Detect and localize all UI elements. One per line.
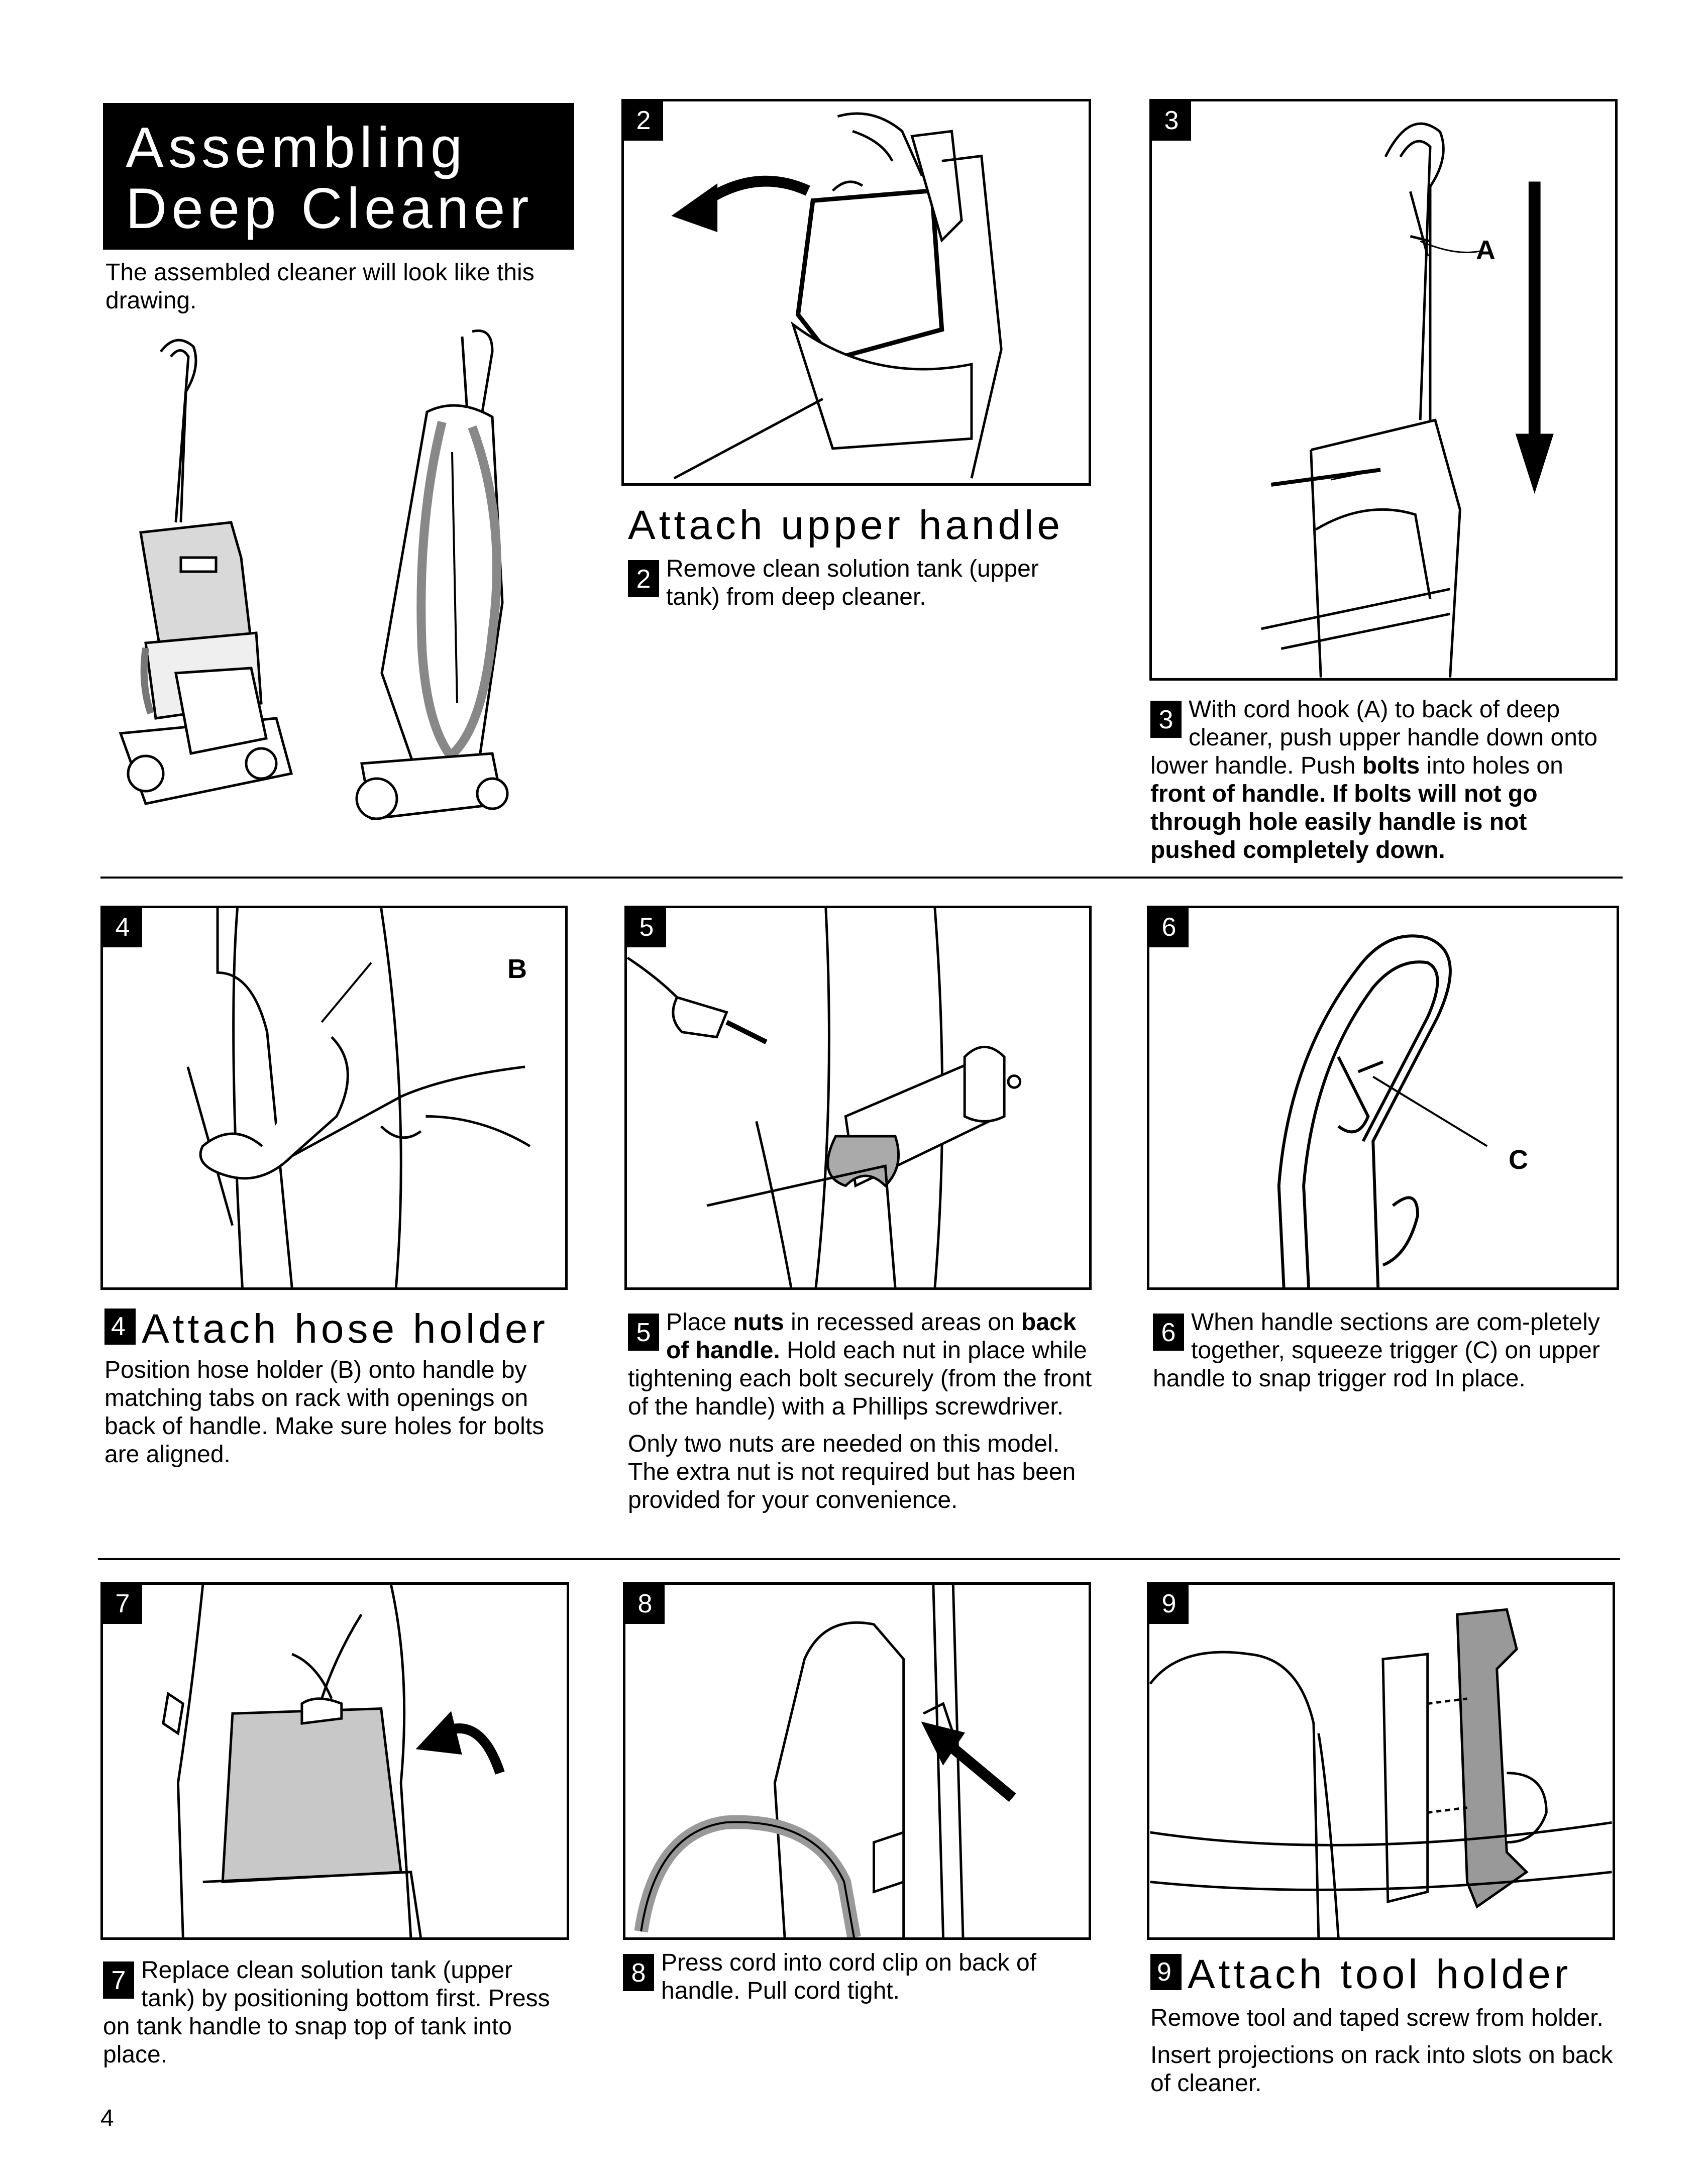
step-9-text-block	[1150, 2004, 1615, 2107]
step-7-number: 7	[103, 1585, 142, 1624]
step-3-number: 3	[1152, 101, 1191, 141]
label-c: C	[1509, 1145, 1528, 1175]
step-3-bold-a: bolts	[1362, 752, 1420, 779]
step-4-title-text: Attach hose holder	[142, 1306, 549, 1352]
step-2-number: 2	[624, 101, 663, 141]
step-9-number: 9	[1149, 1585, 1189, 1624]
step-9-text-b: Insert projections on rack into slots on back of cleaner.	[1150, 2042, 1613, 2097]
step-5-paragraph-2: Only two nuts are needed on this model. The extra nut is not required but has been provided for your convenience.	[628, 1431, 1076, 1513]
step-5-badge: 5	[628, 1314, 659, 1351]
step-5-number: 5	[627, 908, 666, 947]
step-4-text: Position hose holder (B) onto handle by matching tabs on rack with openings on back of handle. Make sure holes for bolts are aligned.	[104, 1357, 545, 1468]
step-3-text-b: into holes on	[1420, 752, 1563, 779]
step-6-text: When handle sections are com-pletely together, squeeze trigger (C) on upper handle to snap trigger rod In place.	[1153, 1309, 1600, 1392]
step-5-text-c: Hold each nut in place while tightening each bolt securely (from the front of the handle) with a Phillips screwdriver.	[628, 1337, 1092, 1420]
cleaner-back-view	[357, 331, 507, 819]
step-6-number: 6	[1149, 908, 1189, 947]
step-5-bold-a: nuts	[733, 1309, 784, 1336]
step-6-text-block	[1153, 1309, 1620, 1393]
step-3-badge: 3	[1150, 701, 1182, 738]
assembled-cleaner-illustration	[100, 321, 553, 869]
step-3-text-a: With cord hook (A) to back of deep cleaner, push upper handle down onto lower handle. Push	[1150, 696, 1597, 779]
page-number: 4	[100, 2105, 114, 2132]
label-b: B	[507, 954, 527, 984]
step-3-bold-b: front of handle. If bolts will not go through hole easily handle is not pushed completely down.	[1150, 781, 1538, 863]
step-9-title-text: Attach tool holder	[1188, 1951, 1572, 1997]
title-line-1: Assembling	[126, 116, 467, 180]
divider-2	[98, 1558, 1620, 1560]
step-9-illustration	[1147, 1582, 1615, 1940]
intro-text: The assembled cleaner will look like this drawing.	[105, 259, 535, 314]
step-9-badge: 9	[1150, 1954, 1182, 1990]
step-8-badge: 8	[623, 1954, 654, 1991]
step-7-text-block	[103, 1956, 568, 2069]
step-3-text-block	[1150, 696, 1618, 864]
step-7-badge: 7	[103, 1961, 134, 1999]
step-4-illustration	[100, 906, 568, 1290]
step-4-title	[104, 1306, 549, 1352]
step-4-badge: 4	[104, 1309, 136, 1345]
step-5-paragraph-1	[628, 1309, 1095, 1421]
step-2-illustration	[621, 99, 1091, 486]
step-3-illustration	[1149, 99, 1618, 681]
step-8-illustration	[623, 1582, 1091, 1940]
step-5-illustration	[624, 906, 1092, 1290]
step-2-badge: 2	[628, 560, 659, 597]
divider-1	[100, 877, 1623, 879]
step-5-text-block	[628, 1309, 1095, 1523]
step-7-text: Replace clean solution tank (upper tank) by positioning bottom first. Press on tank handle to snap top of tank into place.	[103, 1957, 550, 2068]
step-5-bold-b: back of handle.	[666, 1309, 1077, 1364]
step-7-illustration	[100, 1582, 569, 1940]
step-2-text: Remove clean solution tank (upper tank) from deep cleaner.	[666, 556, 1039, 610]
step-8-text: Press cord into cord clip on back of handle. Pull cord tight.	[661, 1949, 1037, 2004]
step-6-badge: 6	[1153, 1314, 1184, 1351]
step-5-text-a: Place	[666, 1309, 733, 1336]
step-2-text-block	[628, 555, 1090, 611]
step-6-illustration	[1147, 906, 1619, 1290]
step-8-number: 8	[625, 1585, 665, 1624]
label-a: A	[1476, 235, 1496, 265]
step-5-text-b: in recessed areas on	[784, 1309, 1021, 1336]
step-2-title: Attach upper handle	[628, 502, 1063, 548]
step-8-text-block	[623, 1949, 1088, 2005]
page-title	[103, 103, 574, 250]
cleaner-front-view	[121, 340, 291, 804]
step-9-text-a: Remove tool and taped screw from holder.	[1150, 2005, 1604, 2031]
step-4-number: 4	[103, 908, 142, 947]
step-9-title	[1150, 1951, 1572, 1997]
title-line-2: Deep Cleaner	[126, 176, 533, 241]
